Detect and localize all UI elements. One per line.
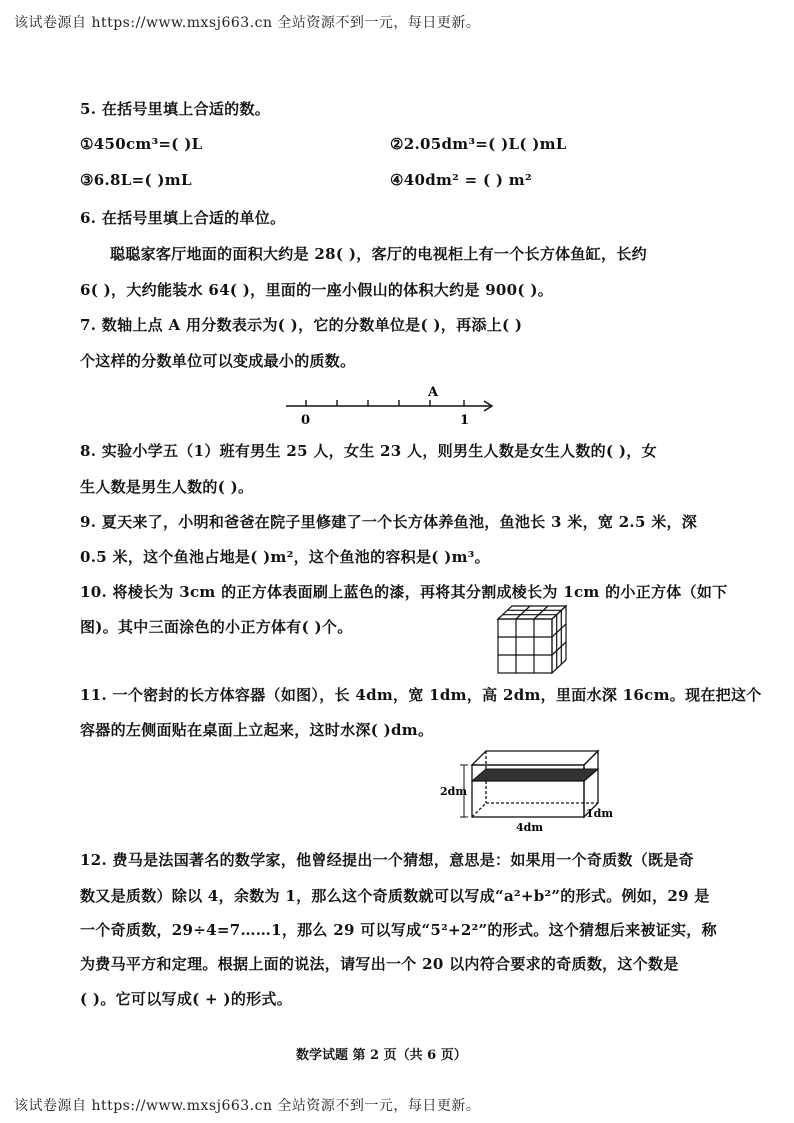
q5-item-b: ②2.05dm³=( )L( )mL <box>390 135 567 153</box>
q8-line2: 生人数是男生人数的( )。 <box>80 478 254 496</box>
q5-item-c: ③6.8L=( )mL <box>80 171 192 189</box>
cube-top-face <box>498 606 566 619</box>
q7-line2: 个这样的分数单位可以变成最小的质数。 <box>80 352 356 370</box>
q11-line1: 11. 一个密封的长方体容器（如图），长 4dm，宽 1dm，高 2dm，里面水深 16cm。现在把这个 <box>80 686 762 704</box>
container-top-face <box>472 751 598 765</box>
height-label: 2dm <box>440 785 467 798</box>
q6-line1: 聪聪家客厅地面的面积大约是 28( )，客厅的电视柜上有一个长方体鱼缸，长约 <box>110 245 647 263</box>
q12-line1: 12. 费马是法国著名的数学家，他曾经提出一个猜想，意思是：如果用一个奇质数（既是奇 <box>80 851 694 869</box>
q12-line3: 一个奇质数，29÷4=7……1，那么 29 可以写成“5²+2²”的形式。这个猜想后来被证实，称 <box>80 921 717 939</box>
q9-line1: 9. 夏天来了，小明和爸爸在院子里修建了一个长方体养鱼池，鱼池长 3 米，宽 2.5 米，深 <box>80 513 698 531</box>
q8-line1: 8. 实验小学五（1）班有男生 25 人，女生 23 人，则男生人数是女生人数的( )，女 <box>80 442 657 460</box>
q5-item-d: ④40dm² = ( ) m² <box>390 171 532 189</box>
watermark-bottom: 该试卷源自 https://www.mxsj663.cn 全站资源不到一元，每日更新。 <box>14 1098 481 1114</box>
point-a-label: A <box>428 385 439 400</box>
q12-line2: 数又是质数）除以 4，余数为 1，那么这个奇质数就可以写成“a²+b²”的形式。例如，29 是 <box>80 887 710 905</box>
axis-label-zero: 0 <box>301 413 311 428</box>
q6-title: 6. 在括号里填上合适的单位。 <box>80 209 286 227</box>
cube-side-face <box>552 606 566 673</box>
page-footer: 数学试题 第 2 页（共 6 页） <box>296 1048 467 1063</box>
q11-line2: 容器的左侧面贴在桌面上立起来，这时水深( )dm。 <box>80 721 434 739</box>
cube-front-face <box>498 619 552 673</box>
q10-line1: 10. 将棱长为 3cm 的正方体表面刷上蓝色的漆，再将其分割成棱长为 1cm 的小正方体（如下 <box>80 583 728 601</box>
container-figure <box>440 745 620 835</box>
q12-line4: 为费马平方和定理。根据上面的说法，请写出一个 20 以内符合要求的奇质数，这个数是 <box>80 955 679 973</box>
q5-title: 5. 在括号里填上合适的数。 <box>80 100 271 118</box>
q5-item-a: ①450cm³=( )L <box>80 135 203 153</box>
q6-line2: 6( )，大约能装水 64( )，里面的一座小假山的体积大约是 900( )。 <box>80 281 554 299</box>
q12-line5: ( )。它可以写成( + )的形式。 <box>80 990 293 1008</box>
q10-line2: 图)。其中三面涂色的小正方体有( )个。 <box>80 618 353 636</box>
watermark-top: 该试卷源自 https://www.mxsj663.cn 全站资源不到一元，每日更新。 <box>14 15 481 31</box>
number-line-ticks <box>306 400 464 406</box>
cube-figure <box>496 604 574 674</box>
number-line-figure <box>280 380 500 430</box>
length-label: 4dm <box>516 821 543 834</box>
q9-line2: 0.5 米，这个鱼池占地是( )m²，这个鱼池的容积是( )m³。 <box>80 548 490 566</box>
q7-line1: 7. 数轴上点 A 用分数表示为( )，它的分数单位是( )，再添上( ) <box>80 316 523 334</box>
axis-label-one: 1 <box>460 413 470 428</box>
width-label: 1dm <box>586 807 613 820</box>
water-surface <box>472 769 598 781</box>
